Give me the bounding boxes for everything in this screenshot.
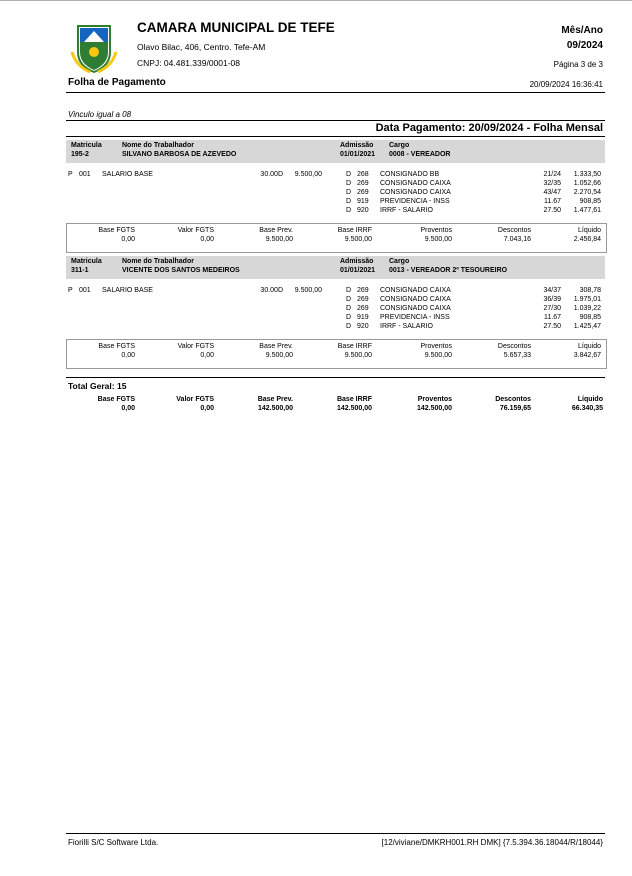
discount-code: 920 — [357, 323, 369, 330]
base-irrf-label: Base IRRF — [336, 396, 372, 403]
discount-value: 1.052,66 — [573, 180, 601, 187]
discount-value: 908,85 — [579, 198, 601, 205]
proventos-label: Proventos — [420, 227, 452, 234]
valor-fgts-total: 0,00 — [200, 405, 214, 412]
discount-value: 1.975,01 — [573, 296, 601, 303]
employee-matricula: 195-2 — [71, 151, 89, 158]
base-irrf-total: 142.500,00 — [336, 405, 372, 412]
discount-description: IRRF - SALARIO — [380, 207, 433, 214]
employee-name: VICENTE DOS SANTOS MEDEIROS — [122, 267, 240, 274]
discount-reference: 32/35 — [543, 180, 561, 187]
discount-type: D — [346, 180, 352, 187]
liquido-total: 66.340,35 — [571, 405, 603, 412]
discount-type: D — [346, 171, 352, 178]
valor-fgts-label: Valor FGTS — [176, 396, 214, 403]
discount-type: D — [346, 189, 352, 196]
provento-value: 9.500,00 — [294, 171, 322, 178]
discount-value: 2.270,54 — [573, 189, 601, 196]
liquido-label: Líquido — [578, 343, 601, 350]
proventos-total: 142.500,00 — [416, 405, 452, 412]
discount-description: PREVIDENCIA - INSS — [380, 198, 450, 205]
descontos-value: 5.657,33 — [503, 352, 531, 359]
admissao-label: Admissão — [340, 142, 374, 149]
discount-description: CONSIGNADO CAIXA — [380, 180, 451, 187]
employee-role: 0008 - VEREADOR — [389, 151, 451, 158]
base-prev-label: Base Prev. — [259, 227, 293, 234]
discount-code: 269 — [357, 296, 369, 303]
valor-fgts-label: Valor FGTS — [177, 343, 214, 350]
provento-description: SALARIO BASE — [102, 287, 153, 294]
discount-reference: 21/24 — [543, 171, 561, 178]
discount-type: D — [346, 323, 352, 330]
discount-description: CONSIGNADO BB — [380, 171, 440, 178]
municipal-coat-of-arms-logo — [70, 22, 118, 74]
proventos-label: Proventos — [420, 343, 452, 350]
cargo-label: Cargo — [389, 258, 410, 265]
base-fgts-label: Base FGTS — [98, 343, 135, 350]
discount-description: CONSIGNADO CAIXA — [380, 287, 451, 294]
period-value: 09/2024 — [566, 40, 603, 51]
base-irrf-label: Base IRRF — [337, 343, 372, 350]
descontos-label: Descontos — [495, 396, 531, 403]
provento-type: P — [68, 287, 73, 294]
base-irrf-value: 9.500,00 — [344, 352, 372, 359]
discount-code: 269 — [357, 287, 369, 294]
discount-type: D — [346, 287, 352, 294]
page-info: Página 3 de 3 — [553, 60, 603, 69]
base-fgts-value: 0,00 — [121, 236, 135, 243]
discount-value: 908,85 — [579, 314, 601, 321]
discount-reference: 27/30 — [543, 305, 561, 312]
base-irrf-value: 9.500,00 — [344, 236, 372, 243]
descontos-value: 7.043,16 — [503, 236, 531, 243]
proventos-label: Proventos — [417, 396, 452, 403]
footer-software-name: Fiorilli S/C Software Ltda. — [68, 838, 159, 847]
discount-value: 1.333,50 — [573, 171, 601, 178]
grand-total-divider — [66, 377, 605, 378]
discount-type: D — [346, 296, 352, 303]
discount-code: 268 — [357, 171, 369, 178]
provento-code: 001 — [79, 287, 91, 294]
grand-total-label: Total Geral: 15 — [68, 381, 127, 391]
organization-cnpj: CNPJ: 04.481.339/0001-08 — [137, 58, 241, 68]
provento-code: 001 — [79, 171, 91, 178]
base-prev-value: 9.500,00 — [265, 352, 293, 359]
discount-description: IRRF - SALARIO — [380, 323, 433, 330]
proventos-value: 9.500,00 — [424, 236, 452, 243]
base-irrf-label: Base IRRF — [337, 227, 372, 234]
discount-type: D — [346, 207, 352, 214]
discount-value: 1.477,61 — [573, 207, 601, 214]
base-fgts-label: Base FGTS — [98, 227, 135, 234]
header-divider — [66, 92, 605, 93]
filter-divider — [66, 120, 605, 121]
cargo-label: Cargo — [389, 142, 410, 149]
liquido-value: 2.456,84 — [573, 236, 601, 243]
discount-reference: 27.50 — [543, 323, 561, 330]
admissao-label: Admissão — [340, 258, 374, 265]
provento-reference: 30.00D — [260, 171, 283, 178]
discount-reference: 27.50 — [543, 207, 561, 214]
nome-label: Nome do Trabalhador — [122, 142, 194, 149]
liquido-value: 3.842,67 — [573, 352, 601, 359]
provento-description: SALARIO BASE — [102, 171, 153, 178]
discount-code: 269 — [357, 180, 369, 187]
discount-value: 1.425,47 — [573, 323, 601, 330]
base-prev-label: Base Prev. — [257, 396, 293, 403]
print-timestamp: 20/09/2024 16:36:41 — [529, 80, 603, 89]
valor-fgts-value: 0,00 — [200, 352, 214, 359]
base-prev-total: 142.500,00 — [257, 405, 293, 412]
valor-fgts-value: 0,00 — [200, 236, 214, 243]
employee-matricula: 311-1 — [71, 267, 89, 274]
payment-title: Data Pagamento: 20/09/2024 - Folha Mensal — [375, 122, 603, 134]
discount-reference: 43/47 — [543, 189, 561, 196]
nome-label: Nome do Trabalhador — [122, 258, 194, 265]
discount-code: 269 — [357, 305, 369, 312]
discount-description: CONSIGNADO CAIXA — [380, 189, 451, 196]
employee-admission-date: 01/01/2021 — [340, 151, 376, 158]
base-fgts-value: 0,00 — [121, 352, 135, 359]
discount-description: CONSIGNADO CAIXA — [380, 305, 451, 312]
discount-type: D — [346, 198, 352, 205]
descontos-label: Descontos — [497, 227, 531, 234]
provento-reference: 30.00D — [260, 287, 283, 294]
discount-reference: 11.67 — [544, 314, 561, 321]
discount-code: 919 — [357, 314, 369, 321]
valor-fgts-label: Valor FGTS — [177, 227, 214, 234]
proventos-value: 9.500,00 — [424, 352, 452, 359]
discount-value: 308,78 — [579, 287, 601, 294]
discount-type: D — [346, 305, 352, 312]
organization-name: CAMARA MUNICIPAL DE TEFE — [137, 20, 335, 35]
base-fgts-total: 0,00 — [121, 405, 135, 412]
liquido-label: Líquido — [578, 227, 601, 234]
payment-title-divider — [66, 136, 605, 137]
discount-description: PREVIDENCIA - INSS — [380, 314, 450, 321]
base-prev-value: 9.500,00 — [265, 236, 293, 243]
employee-admission-date: 01/01/2021 — [340, 267, 376, 274]
provento-type: P — [68, 171, 73, 178]
base-prev-label: Base Prev. — [259, 343, 293, 350]
employee-role: 0013 - VEREADOR 2º TESOUREIRO — [389, 267, 508, 274]
discount-code: 919 — [357, 198, 369, 205]
filter-text: Vinculo igual a 08 — [68, 110, 132, 119]
footer-divider — [66, 833, 605, 834]
discount-reference: 34/37 — [543, 287, 561, 294]
discount-reference: 36/39 — [543, 296, 561, 303]
discount-reference: 11.67 — [544, 198, 561, 205]
footer-report-id: [12/viviane/DMKRH001.RH DMK] {7.5.394.36.18044/R/18044} — [381, 838, 603, 847]
top-border — [0, 0, 632, 1]
liquido-label: Líquido — [577, 396, 603, 403]
period-label: Mês/Ano — [561, 25, 603, 36]
discount-description: CONSIGNADO CAIXA — [380, 296, 451, 303]
descontos-total: 76.159,65 — [499, 405, 531, 412]
discount-code: 920 — [357, 207, 369, 214]
organization-address: Olavo Bilac, 406, Centro. Tefe-AM — [137, 42, 266, 52]
base-fgts-label: Base FGTS — [97, 396, 135, 403]
document-title: Folha de Pagamento — [68, 77, 166, 88]
employee-name: SILVANO BARBOSA DE AZEVEDO — [122, 151, 237, 158]
discount-code: 269 — [357, 189, 369, 196]
discount-value: 1.039,22 — [573, 305, 601, 312]
provento-value: 9.500,00 — [294, 287, 322, 294]
descontos-label: Descontos — [497, 343, 531, 350]
matricula-label: Matricula — [71, 258, 102, 265]
matricula-label: Matricula — [71, 142, 102, 149]
discount-type: D — [346, 314, 352, 321]
